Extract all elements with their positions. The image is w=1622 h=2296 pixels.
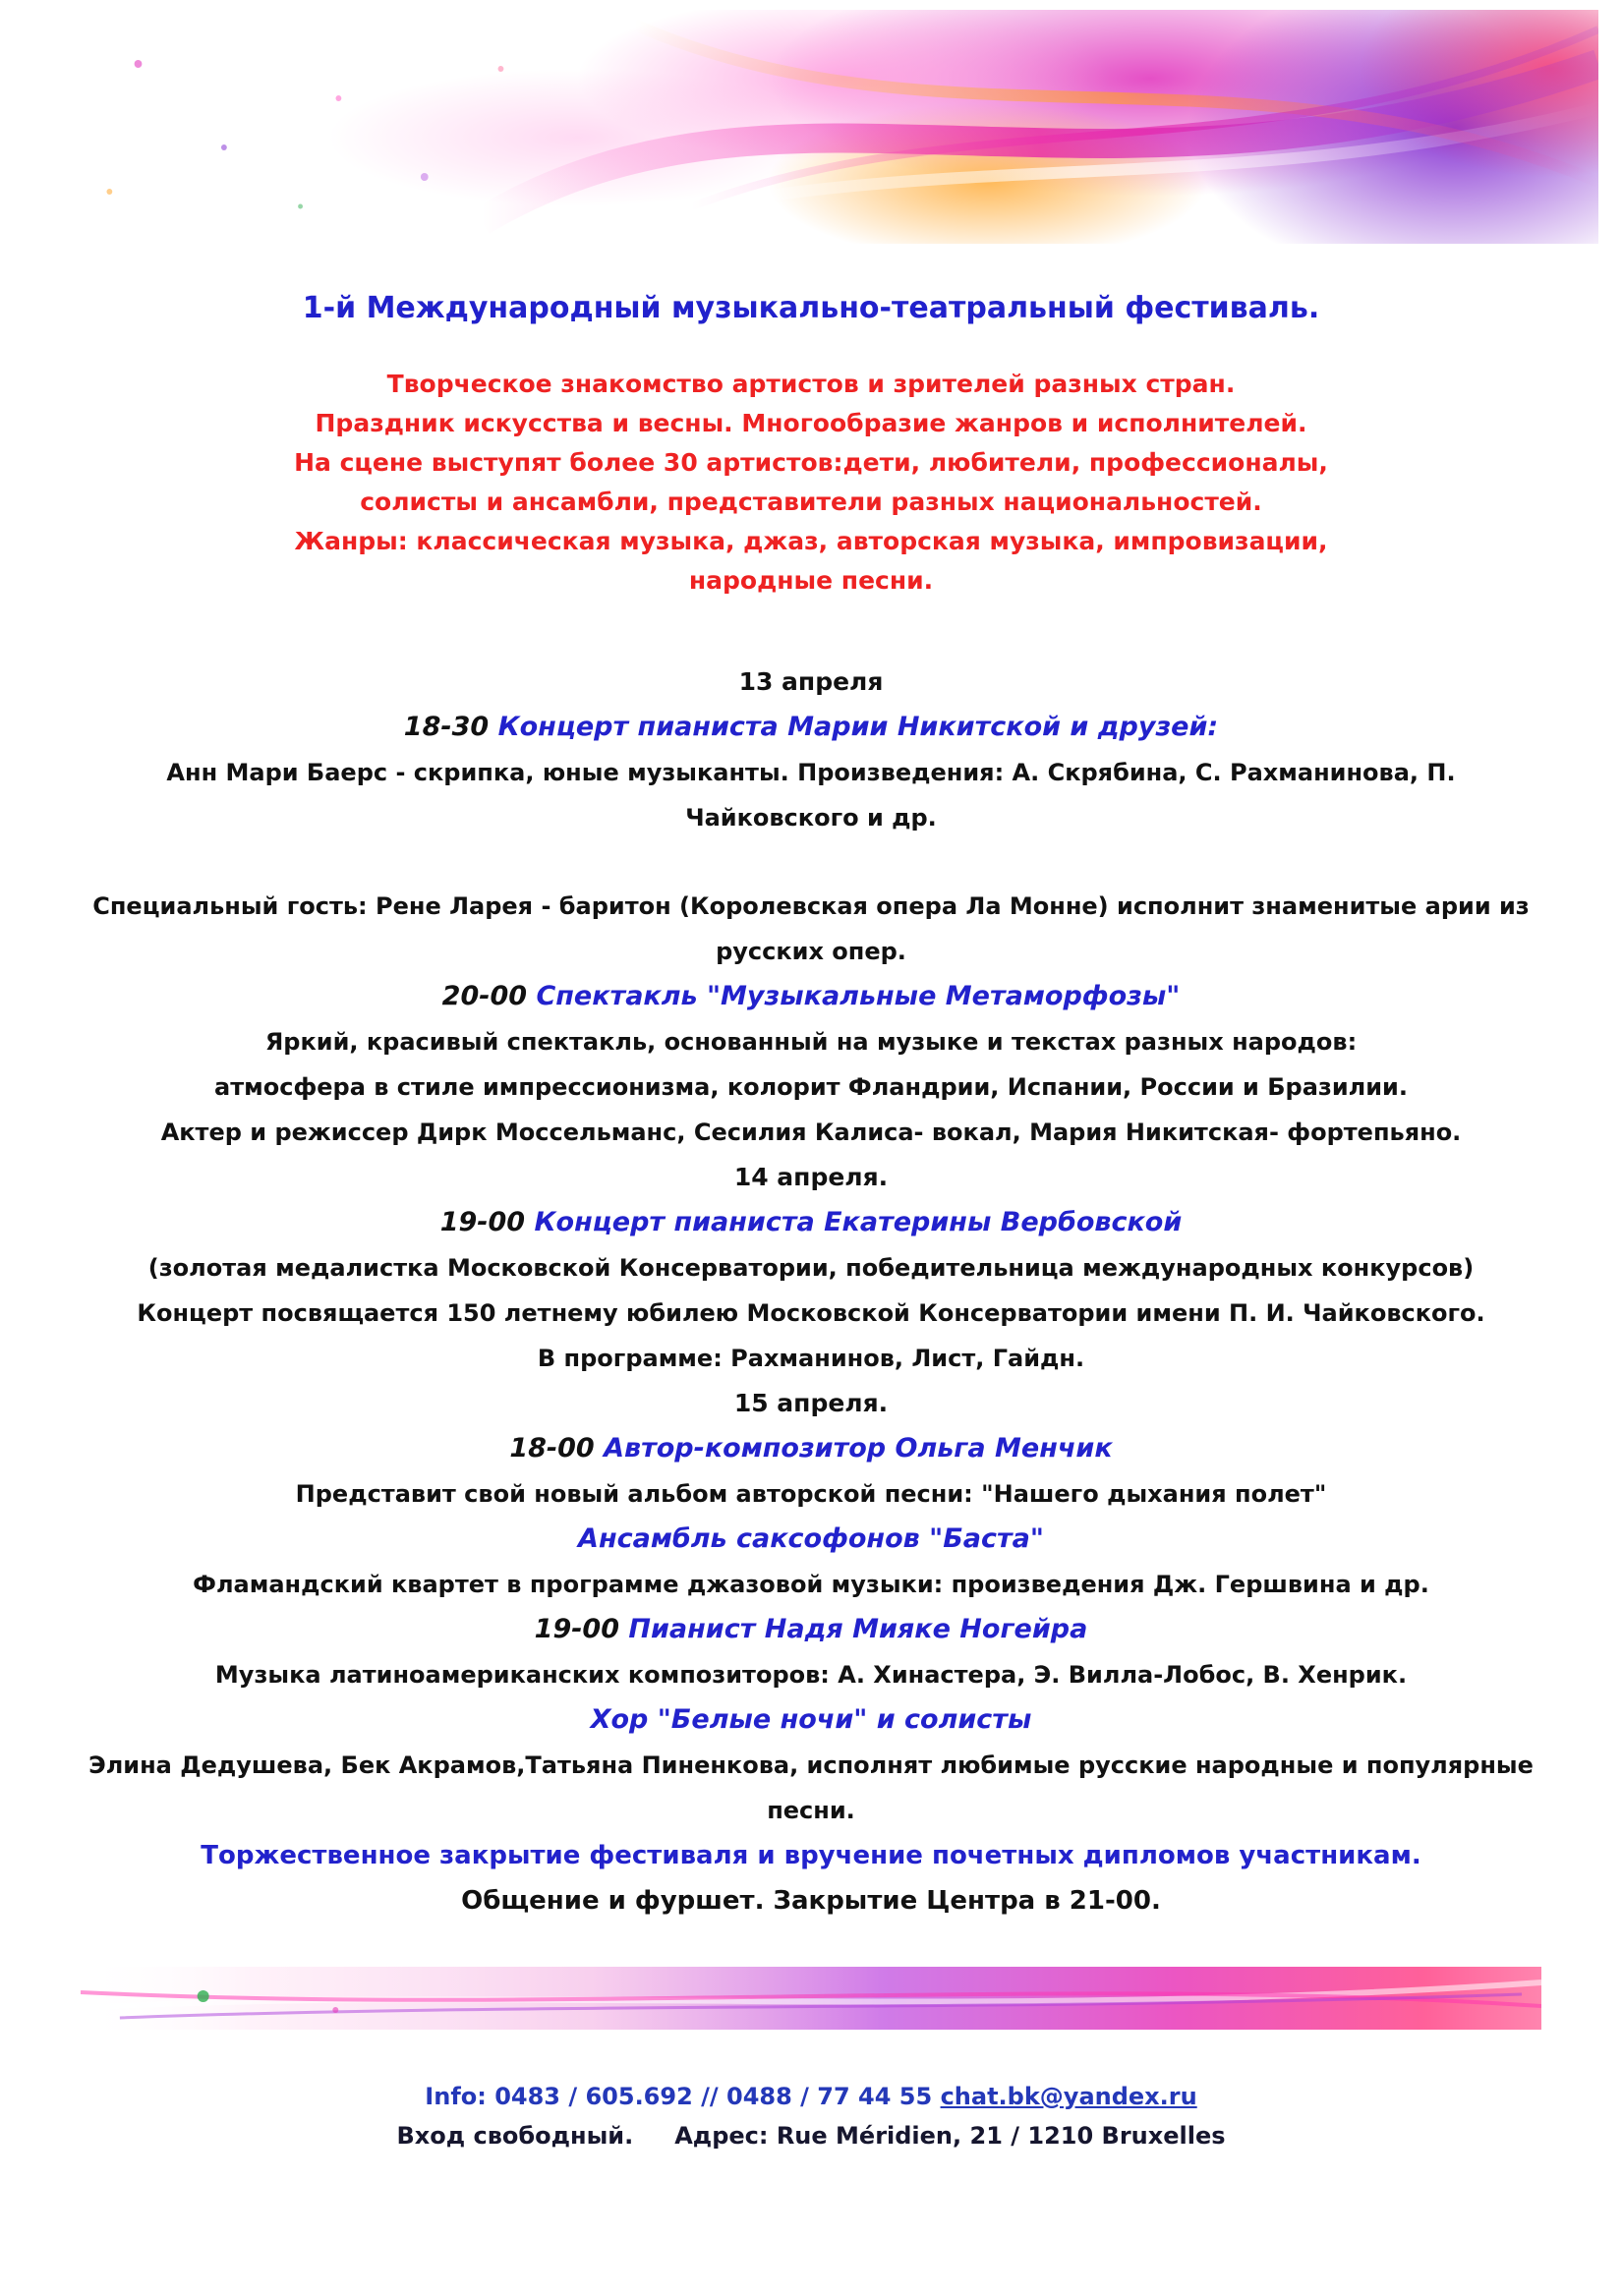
intro-line-3: На сцене выступят более 30 артистов:дети, любители, профессионалы, (294, 448, 1328, 477)
intro-line-4: солисты и ансамбли, представители разных национальностей. (360, 488, 1262, 516)
closing-reception-line: Общение и фуршет. Закрытие Центра в 21-00. (461, 1886, 1161, 1916)
event-title: Автор-композитор Ольга Менчик (604, 1433, 1113, 1464)
date-heading-april-14: 14 апреля. (733, 1163, 889, 1191)
event-time: 19-00 (534, 1614, 620, 1644)
event-desc: Актер и режиссер Дирк Моссельманс, Сесилия Калиса- вокал, Мария Никитская- фортепьяно. (160, 1119, 1462, 1146)
event-time: 20-00 (441, 981, 528, 1011)
event-title: Ансамбль саксофонов "Баста" (578, 1523, 1044, 1554)
schedule-block (24, 660, 1598, 1923)
email-link[interactable]: chat.bk@yandex.ru (940, 2083, 1197, 2110)
intro-line-2: Праздник искусства и весны. Многообразие жанров и исполнителей. (315, 409, 1307, 437)
info-phones: Info: 0483 / 605.692 // 0488 / 77 44 55 (425, 2083, 933, 2110)
event-title: Концерт пианиста Екатерины Вербовской (534, 1207, 1183, 1237)
event-heading-nikitskaya (24, 705, 1598, 750)
entry-address-line (24, 2122, 1598, 2150)
event-title: Спектакль "Музыкальные Метаморфозы" (536, 981, 1181, 1011)
intro-line-5: Жанры: классическая музыка, джаз, авторская музыка, импровизации, (294, 527, 1328, 555)
page-title: 1-й Международный музыкально-театральный фестиваль. (302, 291, 1320, 325)
date-heading-april-13: 13 апреля (738, 667, 884, 696)
event-title: Концерт пианиста Марии Никитской и друзей: (497, 712, 1219, 742)
event-time: 18-00 (509, 1433, 595, 1464)
event-title: Пианист Надя Мияке Ногейра (628, 1614, 1088, 1644)
header-abstract-art (24, 10, 1598, 244)
event-desc: (золотая медалистка Московской Консерватории, победительница международных конкурсов) (147, 1254, 1475, 1282)
closing-ceremony-line: Торжественное закрытие фестиваля и вручение почетных дипломов участникам. (201, 1841, 1421, 1870)
event-desc: Фламандский квартет в программе джазовой музыки: произведения Дж. Гершвина и др. (193, 1571, 1429, 1598)
footer-art-graphic (81, 1967, 1541, 2030)
event-heading-nogueira (24, 1607, 1598, 1652)
event-desc: Музыка латиноамериканских композиторов: А. Хинастера, Э. Вилла-Лобос, В. Хенрик. (214, 1661, 1408, 1689)
event-title: Хор "Белые ночи" и солисты (590, 1704, 1032, 1735)
event-desc: Анн Мари Баерс - скрипка, юные музыканты. Произведения: А. Скрябина, С. Рахманинова, П. Чайковского и др. (166, 759, 1456, 832)
event-desc: атмосфера в стиле импрессионизма, колорит Фландрии, Испании, России и Бразилии. (214, 1073, 1408, 1101)
event-desc: Представит свой новый альбом авторской песни: "Нашего дыхания полет" (295, 1480, 1327, 1508)
event-heading-metamorphoses (24, 974, 1598, 1019)
event-desc: Концерт посвящается 150 летнему юбилею Московской Консерватории имени П. И. Чайковского. (137, 1299, 1485, 1327)
event-time: 18-30 (403, 712, 490, 742)
address-text: Адрес: Rue Méridien, 21 / 1210 Bruxelles (674, 2122, 1226, 2150)
footer-abstract-art (81, 1967, 1541, 2030)
intro-line-6: народные песни. (688, 566, 934, 595)
info-line (24, 2083, 1598, 2110)
event-time: 19-00 (439, 1207, 526, 1237)
event-desc: В программе: Рахманинов, Лист, Гайдн. (537, 1345, 1085, 1372)
event-desc: Яркий, красивый спектакль, основанный на музыке и текстах разных народов: (264, 1028, 1358, 1056)
intro-block (24, 365, 1598, 601)
date-heading-april-15: 15 апреля. (733, 1389, 889, 1417)
event-heading-white-nights-choir (24, 1697, 1598, 1743)
entry-note: Вход свободный. (396, 2122, 634, 2150)
event-desc: Элина Дедушева, Бек Акрамов,Татьяна Пиненкова, исполнят любимые русские народные и популярные песни. (88, 1751, 1534, 1824)
event-heading-basta (24, 1517, 1598, 1562)
header-art-graphic (24, 10, 1598, 244)
intro-line-1: Творческое знакомство артистов и зрителей разных стран. (386, 370, 1236, 398)
special-guest-note: Специальный гость: Рене Ларея - баритон (Королевская опера Ла Монне) исполнит знаменитые арии из русских опер. (92, 892, 1530, 965)
event-heading-verbovskaya (24, 1200, 1598, 1245)
event-heading-menchik (24, 1426, 1598, 1471)
